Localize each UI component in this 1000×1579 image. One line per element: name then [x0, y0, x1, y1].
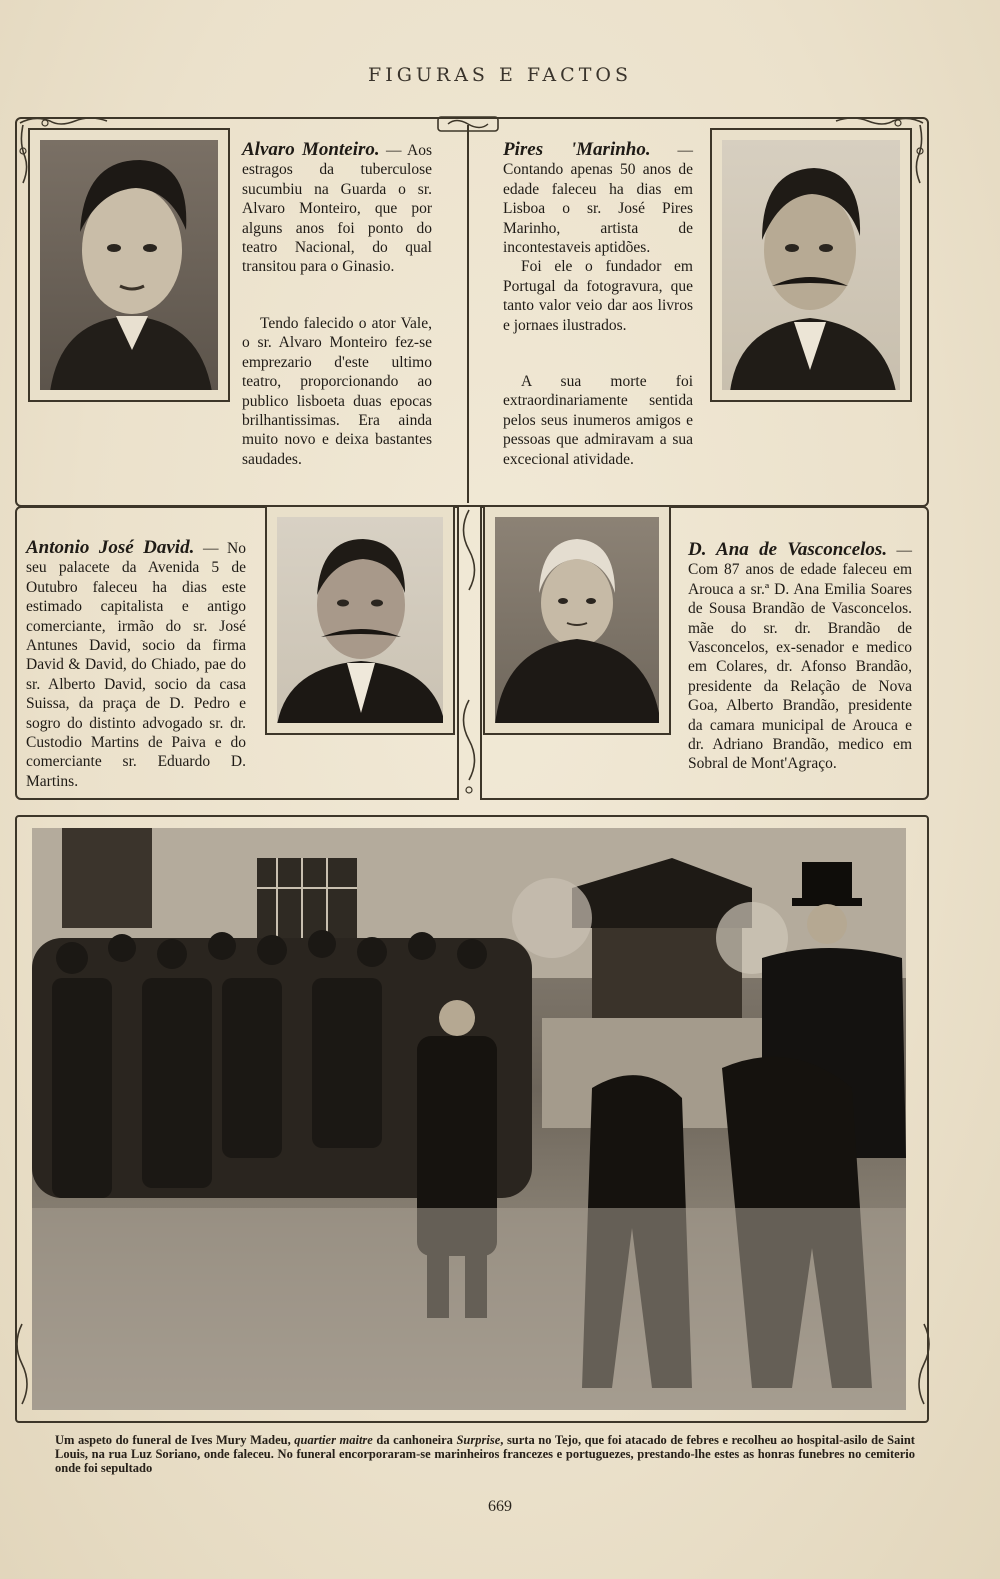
article-antonio-jose-david	[26, 538, 246, 791]
article-body: A sua morte foi extraordinariamente sentida pelos seus inumeros amigos e pessoas que admiravam a sua excecional atividade.	[503, 373, 693, 468]
masthead: FIGURAS E FACTOS	[368, 64, 632, 86]
article-heading: Antonio José David.	[26, 537, 195, 558]
funeral-scene	[32, 828, 906, 1410]
page-number: 669	[488, 1498, 512, 1515]
article-body: —Com 87 anos de edade faleceu em Arouca a sr.ª D. Ana Emilia Soares de Sousa Brandão de Vasconcelos. mãe do sr. dr. Brandão de Vasconcelos, ex-senador e medico em Colares, dr. Afonso Brandão, presidente da Relação de Nova Goa, Alberto Brandão, presidente da camara municipal de Arouca e dr. Adriano Brandão, medico em Sobral de Mont'Agraço.	[688, 542, 912, 773]
scroll-ornament-icon	[912, 1320, 936, 1410]
photo-caption	[55, 1433, 915, 1475]
caption-text: , surta no Tejo, que foi atacado de febres e recolheu ao hospital-asilo de Saint Louis, na rua Luz Soriano, onde faleceu. No funeral encorporaram-se marinheiros francezes e portuguezes, prestando-lhe estes as honras funebres no cemiterio onde foi sepultado	[55, 1433, 915, 1475]
article-heading: D. Ana de Vasconcelos.	[688, 539, 888, 560]
portrait-pires-marinho	[710, 128, 912, 402]
scroll-ornament-icon	[436, 113, 500, 135]
article-ana-de-vasconcelos	[688, 540, 912, 774]
article-heading: Pires 'Marinho.	[503, 139, 651, 160]
article-alvaro-monteiro	[242, 140, 432, 277]
article-pires-marinho-continued	[503, 372, 895, 469]
scroll-ornament-icon	[10, 1320, 34, 1410]
article-body: — Aos estragos da tuberculose sucumbiu na Guarda o sr. Alvaro Monteiro, que por alguns anos foi ponto do teatro Nacional, do qual transitou para o Ginasio.	[242, 142, 432, 276]
article-body: Foi ele o fundador em Portugal da fotogravura, que tanto valor veio dar aos livros e jornaes ilustrados.	[503, 258, 693, 334]
funeral-photograph	[32, 828, 906, 1410]
caption-text: da canhoneira	[372, 1433, 457, 1447]
portrait-figure	[277, 517, 443, 723]
caption-text: Um aspeto do funeral de Ives Mury Madeu,	[55, 1433, 295, 1447]
caption-emphasis: Surprise	[456, 1433, 501, 1447]
portrait-figure	[722, 140, 900, 390]
top-column-divider	[467, 125, 469, 503]
portrait-ana-de-vasconcelos	[483, 505, 671, 735]
article-heading: Alvaro Monteiro.	[242, 139, 380, 160]
article-alvaro-monteiro-continued	[28, 314, 432, 469]
article-pires-marinho	[503, 140, 693, 335]
article-body: Tendo falecido o ator Vale, o sr. Alvaro Monteiro fez-se emprezario d'este ultimo teatro, proporcionando ao publico lisboeta duas epocas brilhantissimas. Era ainda muito novo e deixa bastantes saudades.	[242, 315, 432, 468]
portrait-figure	[495, 517, 659, 723]
caption-emphasis: quartier maitre	[294, 1433, 373, 1447]
portrait-antonio-jose-david	[265, 505, 455, 735]
article-body: — No seu palacete da Avenida 5 de Outubro faleceu ha dias este estimado capitalista e antigo comerciante, irmão do sr. José Antunes David, socio da firma David & David, do Chiado, pae do sr. Alberto David, socio da casa Suissa, da praça de D. Pedro e sogro do distinto advogado sr. dr. Custodio Martins de Paiva e do comerciante sr. Eduardo D. Martins.	[26, 540, 247, 790]
article-body: —Contando apenas 50 anos de edade faleceu ha dias em Lisboa o sr. José Pires Marinho, artista de incontestaveis aptidões.	[503, 142, 693, 257]
scroll-ornament-icon	[452, 500, 486, 800]
